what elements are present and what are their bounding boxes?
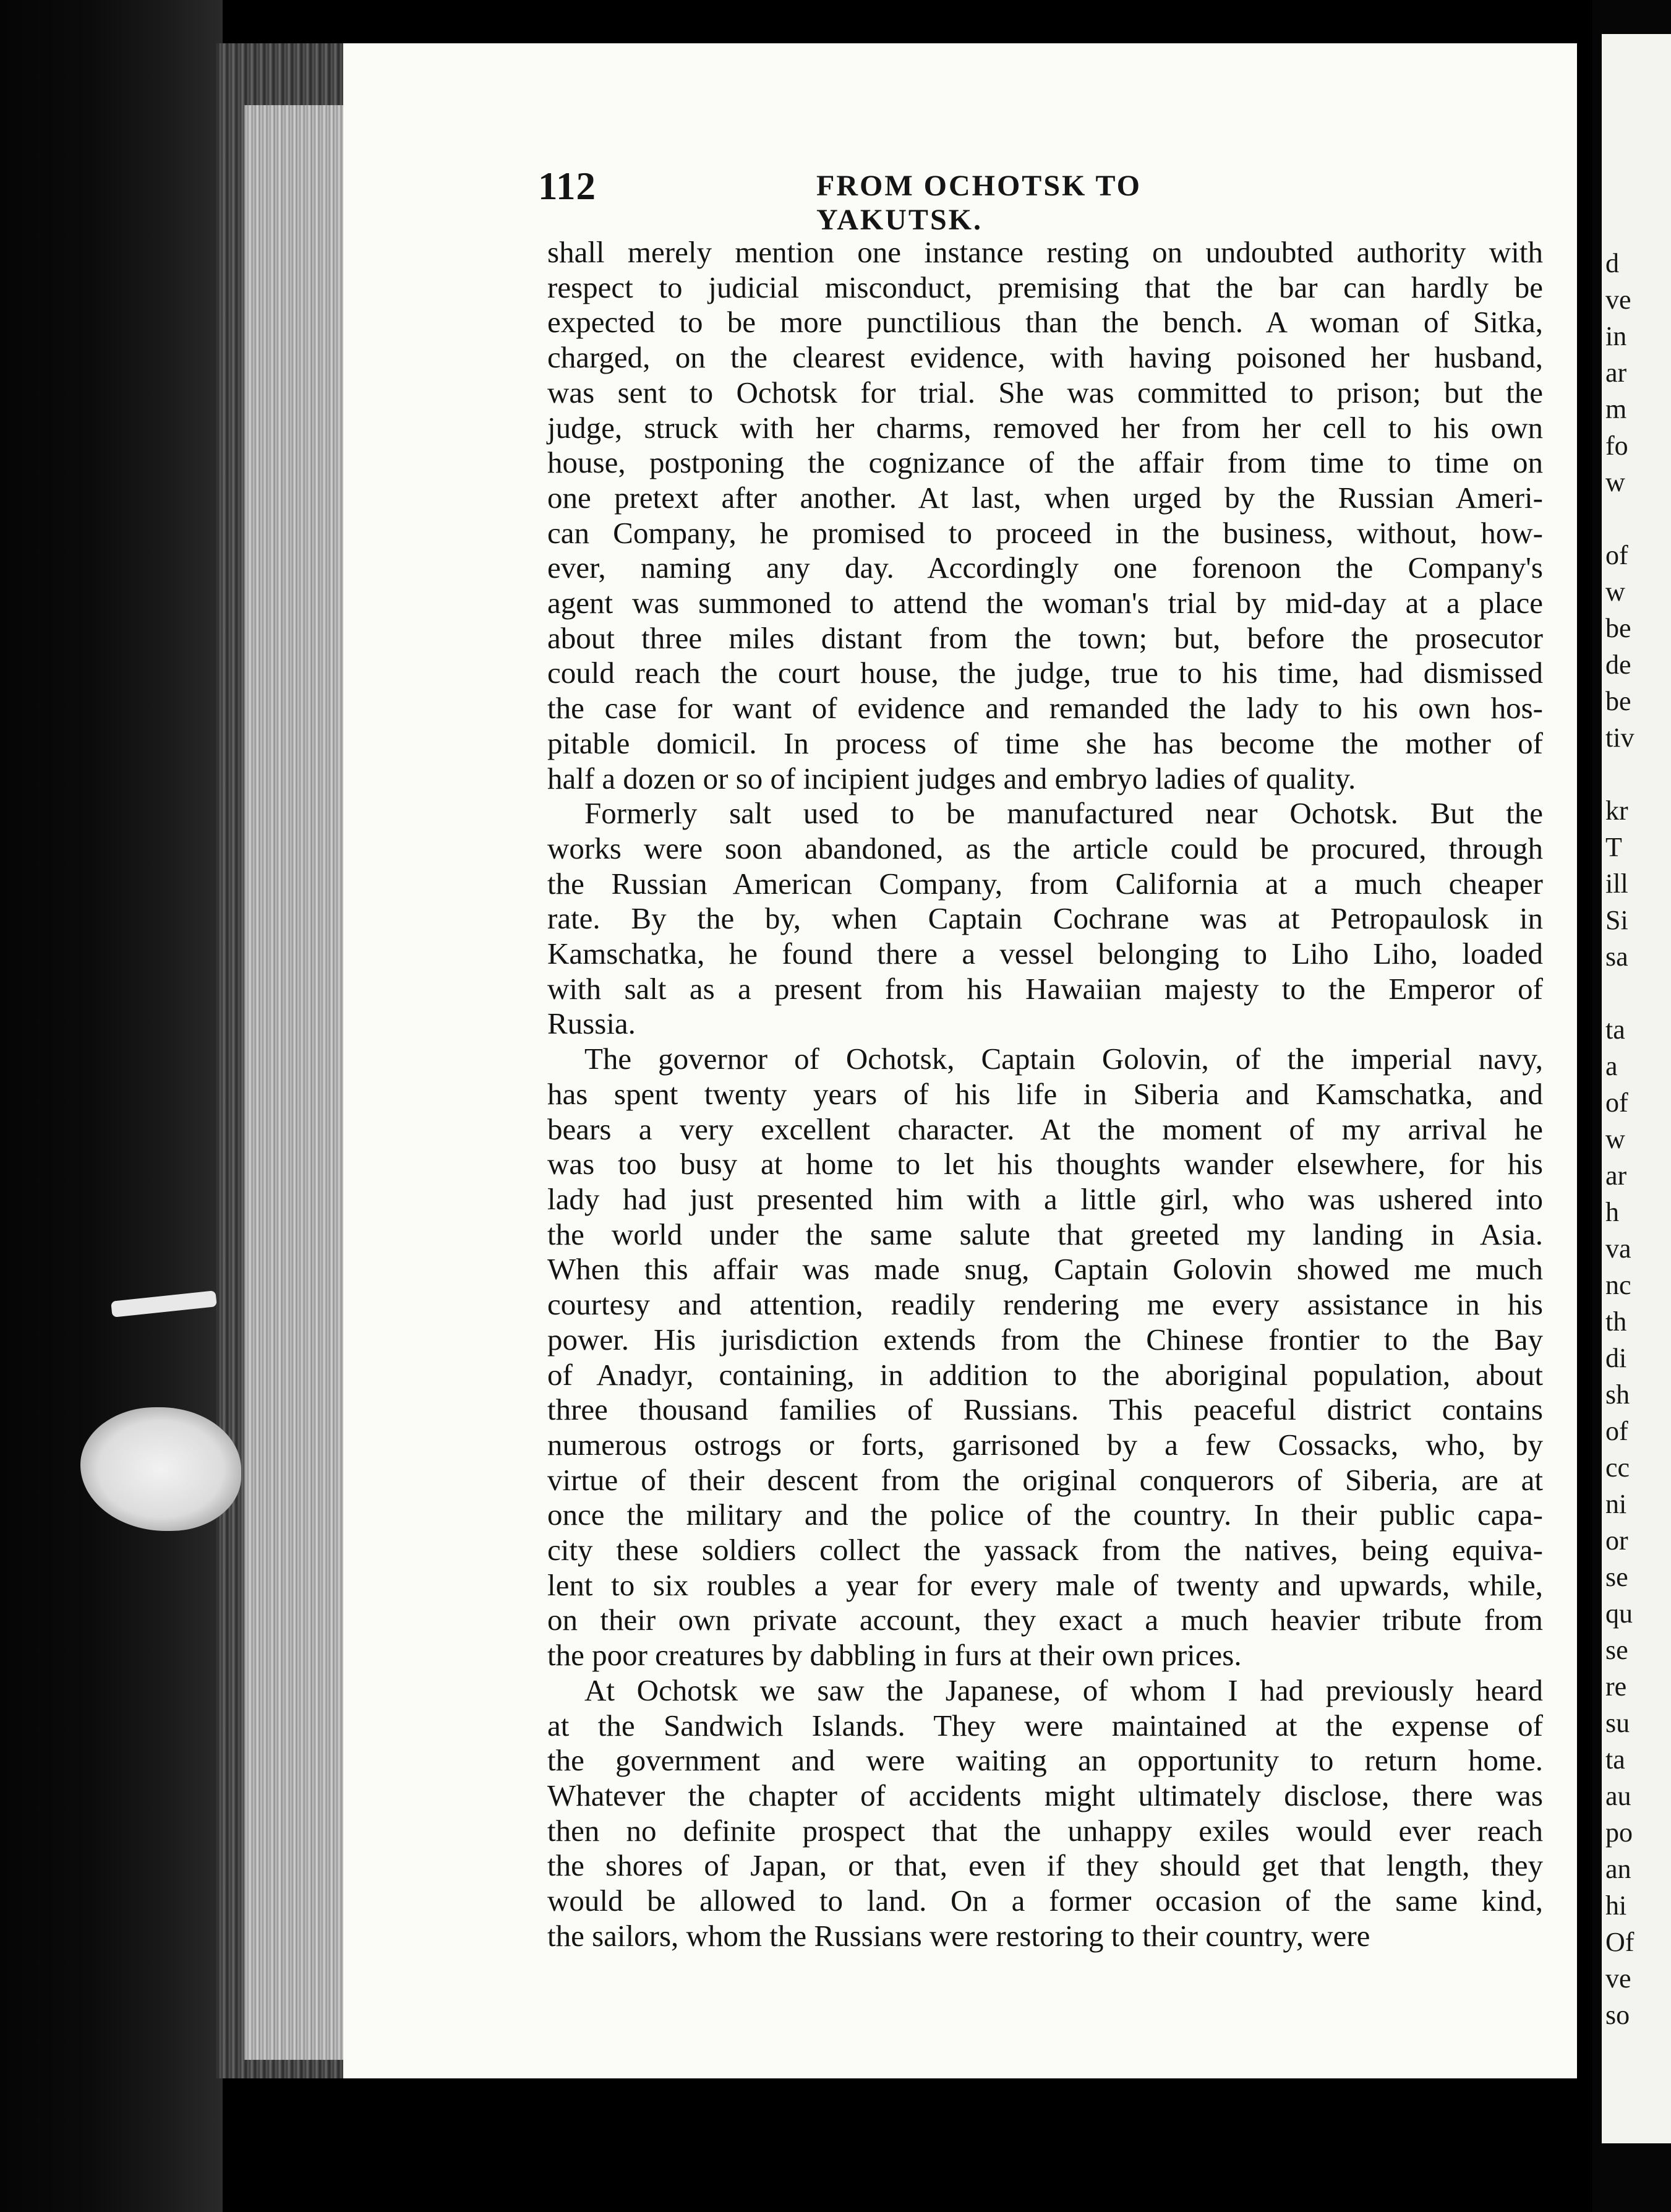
book-page-edges-highlight	[244, 105, 346, 2060]
text-line: the poor creatures by dabbling in furs at their own prices.	[547, 1638, 1242, 1673]
facing-page-text-fragment: cc	[1605, 1452, 1630, 1483]
facing-page-text-fragment: nc	[1605, 1270, 1631, 1300]
facing-page-text-fragment: se	[1605, 1562, 1628, 1592]
facing-page-text-fragment: Si	[1605, 905, 1628, 935]
text-line: works were soon abandoned, as the article could be procured, through	[547, 831, 1543, 865]
text-line: about three miles distant from the town; but, before the prosecutor	[547, 620, 1543, 655]
text-line: The governor of Ochotsk, Captain Golovin, of the imperial navy,	[584, 1042, 1543, 1076]
facing-page-text-fragment: ve	[1605, 285, 1631, 315]
text-line: of Anadyr, containing, in addition to the aboriginal population, about	[547, 1357, 1543, 1392]
text-line: Kamschatka, he found there a vessel belonging to Liho Liho, loaded	[547, 937, 1543, 971]
facing-page-text-fragment: in	[1605, 321, 1627, 351]
text-line: would be allowed to land. On a former occasion of the same kind,	[547, 1884, 1543, 1918]
text-line: ever, naming any day. Accordingly one forenoon the Company's	[547, 551, 1543, 585]
facing-page-text-fragment: se	[1605, 1635, 1628, 1665]
facing-page-text-fragment: su	[1605, 1708, 1630, 1738]
facing-page-text-fragment: ta	[1605, 1014, 1625, 1045]
running-title: FROM OCHOTSK TO YAKUTSK.	[816, 169, 1142, 236]
text-line: bears a very excellent character. At the moment of my arrival he	[547, 1112, 1543, 1146]
facing-page-fragment	[1602, 34, 1671, 2143]
facing-page-text-fragment: tiv	[1605, 722, 1635, 753]
text-line: lady had just presented him with a little girl, who was ushered into	[547, 1181, 1543, 1216]
facing-page-text-fragment: or	[1605, 1525, 1628, 1556]
facing-page-text-fragment: fo	[1605, 431, 1628, 461]
facing-page-text-fragment: po	[1605, 1817, 1633, 1848]
facing-page-text-fragment: ni	[1605, 1489, 1627, 1519]
facing-page-text-fragment: be	[1605, 686, 1631, 716]
text-line: power. His jurisdiction extends from the Chinese frontier to the Bay	[547, 1322, 1543, 1357]
facing-page-text-fragment: th	[1605, 1306, 1627, 1337]
facing-page-text-fragment: ar	[1605, 1160, 1627, 1191]
text-line: agent was summoned to attend the woman's trial by mid-day at a place	[547, 586, 1543, 620]
text-line: lent to six roubles a year for every male of twenty and upwards, while,	[547, 1567, 1543, 1602]
text-line: city these soldiers collect the yassack from the natives, being equiva-	[547, 1533, 1543, 1567]
text-line: can Company, he promised to proceed in the business, without, how-	[547, 515, 1543, 550]
facing-page-text-fragment: ill	[1605, 868, 1628, 899]
facing-page-text-fragment: ve	[1605, 1963, 1631, 1994]
facing-page-text-fragment: w	[1605, 1124, 1625, 1154]
facing-page-text-fragment: an	[1605, 1854, 1631, 1884]
text-line: once the military and the police of the country. In their public capa-	[547, 1498, 1543, 1532]
facing-page-text-fragment: di	[1605, 1343, 1627, 1373]
text-line: At Ochotsk we saw the Japanese, of whom I had previously heard	[584, 1673, 1543, 1707]
text-line: the government and were waiting an opportunity to return home.	[547, 1743, 1543, 1778]
facing-page-text-fragment: m	[1605, 394, 1627, 424]
facing-page-text-fragment: of	[1605, 1087, 1628, 1118]
text-line: shall merely mention one instance resting on undoubted authority with	[547, 235, 1543, 269]
text-line: then no definite prospect that the unhappy exiles would ever reach	[547, 1813, 1543, 1848]
text-line: with salt as a present from his Hawaiian majesty to the Emperor of	[547, 971, 1543, 1006]
facing-page-text-fragment: of	[1605, 1416, 1628, 1446]
text-line: pitable domicil. In process of time she has become the mother of	[547, 726, 1543, 760]
facing-page-text-fragment: va	[1605, 1233, 1631, 1264]
paragraph	[547, 235, 1543, 796]
text-line: was sent to Ochotsk for trial. She was committed to prison; but the	[547, 375, 1543, 409]
text-line: the case for want of evidence and remanded the lady to his own hos-	[547, 691, 1543, 726]
text-line: expected to be more punctilious than the bench. A woman of Sitka,	[547, 305, 1543, 340]
facing-page-text-fragment: de	[1605, 649, 1631, 680]
text-line: judge, struck with her charms, removed her from her cell to his own	[547, 410, 1543, 445]
text-line: Whatever the chapter of accidents might ultimately disclose, there was	[547, 1778, 1543, 1812]
text-line: the sailors, whom the Russians were restoring to their country, were	[547, 1918, 1370, 1953]
text-line: the world under the same salute that greeted my landing in Asia.	[547, 1217, 1543, 1251]
page-body	[547, 235, 1543, 1953]
facing-page-text-fragment: so	[1605, 2000, 1630, 2030]
text-line: Russia.	[547, 1006, 636, 1041]
text-line: one pretext after another. At last, when urged by the Russian Ameri-	[547, 480, 1543, 515]
facing-page-text-fragment: of	[1605, 540, 1628, 570]
text-line: Formerly salt used to be manufactured near Ochotsk. But the	[584, 796, 1543, 831]
text-line: half a dozen or so of incipient judges and embryo ladies of quality.	[547, 761, 1356, 795]
paragraph	[547, 796, 1543, 1042]
facing-page-text-fragment: re	[1605, 1671, 1627, 1702]
text-line: When this affair was made snug, Captain Golovin showed me much	[547, 1252, 1543, 1287]
facing-page-text-fragment: T	[1605, 832, 1622, 862]
facing-page-text-fragment: w	[1605, 467, 1625, 497]
facing-page-text-fragment: be	[1605, 613, 1631, 643]
facing-page-text-fragment: ta	[1605, 1744, 1625, 1775]
facing-page-text-fragment: qu	[1605, 1598, 1633, 1629]
text-line: could reach the court house, the judge, true to his time, had dismissed	[547, 656, 1543, 690]
facing-page-text-fragment: au	[1605, 1781, 1631, 1811]
text-line: was too busy at home to let his thoughts wander elsewhere, for his	[547, 1147, 1543, 1181]
text-line: charged, on the clearest evidence, with having poisoned her husband,	[547, 340, 1543, 375]
text-line: house, postponing the cognizance of the affair from time to time on	[547, 445, 1543, 480]
text-line: the shores of Japan, or that, even if they should get that length, they	[547, 1848, 1543, 1883]
facing-page-text-fragment: ar	[1605, 358, 1627, 388]
facing-page-text-fragment: w	[1605, 577, 1625, 607]
scan-left-border	[0, 0, 223, 2212]
page-number: 112	[538, 165, 597, 208]
paragraph	[547, 1042, 1543, 1673]
paragraph	[547, 1673, 1543, 1954]
text-line: courtesy and attention, readily rendering me every assistance in his	[547, 1287, 1543, 1322]
text-line: on their own private account, they exact a much heavier tribute from	[547, 1603, 1543, 1637]
text-line: rate. By the by, when Captain Cochrane was at Petropaulosk in	[547, 901, 1543, 936]
facing-page-text-fragment: hi	[1605, 1890, 1627, 1921]
facing-page-text-fragment: Of	[1605, 1927, 1635, 1957]
text-line: respect to judicial misconduct, premising that the bar can hardly be	[547, 270, 1543, 304]
facing-page-text-fragment: a	[1605, 1051, 1618, 1081]
text-line: three thousand families of Russians. This peaceful district contains	[547, 1392, 1543, 1427]
text-line: at the Sandwich Islands. They were maintained at the expense of	[547, 1708, 1543, 1743]
text-line: has spent twenty years of his life in Siberia and Kamschatka, and	[547, 1076, 1543, 1111]
facing-page-text-fragment: kr	[1605, 795, 1628, 826]
text-line: the Russian American Company, from California at a much cheaper	[547, 866, 1543, 901]
facing-page-text-fragment: sa	[1605, 941, 1628, 972]
text-line: numerous ostrogs or forts, garrisoned by a few Cossacks, who, by	[547, 1427, 1543, 1462]
facing-page-text-fragment: h	[1605, 1197, 1619, 1227]
text-line: virtue of their descent from the original conquerors of Siberia, are at	[547, 1462, 1543, 1497]
facing-page-text-fragment: d	[1605, 248, 1619, 278]
page-header	[538, 164, 1274, 236]
facing-page-text-fragment: sh	[1605, 1379, 1630, 1410]
